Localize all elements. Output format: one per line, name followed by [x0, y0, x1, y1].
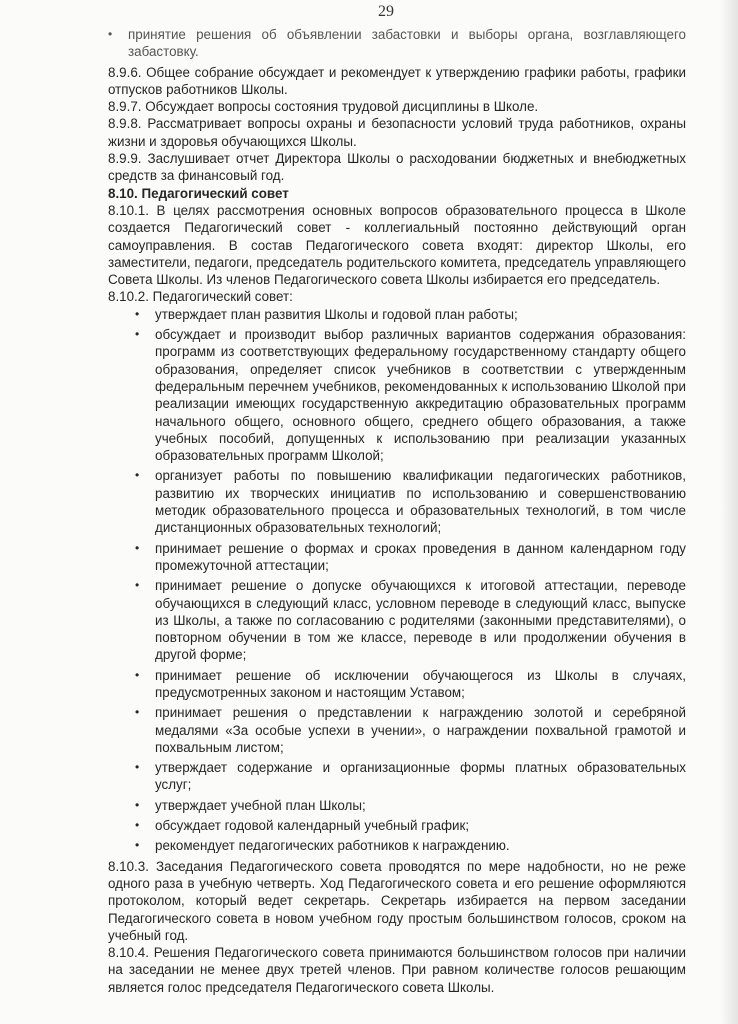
intro-list	[108, 26, 686, 61]
paragraph-8-10-3: 8.10.3. Заседания Педагогического совета проводятся по мере надобности, но не реже одного раза в учебную четверть. Ход Педагогического совета и его решение оформляются протоколом, который ведет секретарь. Секретарь избирается на первом заседании Педагогического совета в новом учебном году простым большинством голосов, сроком на учебный год.	[108, 858, 686, 943]
paragraph-8-9-9: 8.9.9. Заслушивает отчет Директора Школы о расходовании бюджетных и внебюджетных средств за финансовый год.	[108, 151, 686, 184]
list-item: • обсуждает и производит выбор различных вариантов содержания образования: программ из соответствующих федеральному государственному стандарту общего образования, определяет список учебников в соответствии с утвержденным федеральным перечнем учебников, рекомендованных к использованию Школой при реализации имеющих государственную аккредитацию образовательных программ начального общего, основного общего, среднего общего образования, а также учебных пособий, допущенных к использованию при реализации указанных образовательных программ Школой;	[155, 326, 686, 464]
list-item: • рекомендует педагогических работников к награждению.	[155, 837, 686, 854]
document-body	[108, 26, 686, 996]
paragraph-8-9-7: 8.9.7. Обсуждает вопросы состояния трудовой дисциплины в Школе.	[108, 99, 539, 115]
list-item: • организует работы по повышению квалификации педагогических работников, развитию их творческих инициатив по использованию и совершенствованию методик образовательного процесса и образовательных технологий, в том числе дистанционных образовательных технологий;	[155, 467, 686, 536]
list-item: • обсуждает годовой календарный учебный график;	[155, 817, 686, 834]
paragraph-8-10-1: 8.10.1. В целях рассмотрения основных вопросов образовательного процесса в Школе создается Педагогический совет - коллегиальный постоянно действующий орган самоуправления. В состав Педагогического совета входят: директор Школы, его заместители, педагоги, председатель родительского комитета, председатель управляющего Совета Школы. Из членов Педагогического совета Школы избирается его председатель.	[108, 202, 686, 288]
list-item: • утверждает план развития Школы и годовой план работы;	[155, 306, 686, 323]
paragraph-8-10-2: 8.10.2. Педагогический совет:	[108, 289, 293, 305]
list-item: • принимает решение о формах и сроках проведения в данном календарном году промежуточной аттестации;	[155, 540, 686, 575]
paragraph-8-9-8: 8.9.8. Рассматривает вопросы охраны и безопасности условий труда работников, охраны жизни и здоровья обучающихся Школы.	[108, 116, 686, 149]
page-number: 29	[378, 3, 394, 20]
list-item: • утверждает учебной план Школы;	[155, 797, 686, 814]
list-item: • принимает решение об исключении обучающегося из Школы в случаях, предусмотренных законом и настоящим Уставом;	[155, 667, 686, 702]
page-edge-shadow	[720, 0, 738, 1024]
list-item: • принимает решение о допуске обучающихся к итоговой аттестации, переводе обучающихся в следующий класс, условном переводе в следующий класс, выпуске из Школы, а также по согласованию с родителями (законными представителями), о повторном обучении в том же классе, переводе в или продолжении обучения в другой форме;	[155, 577, 686, 663]
section-heading: 8.10. Педагогический совет	[108, 185, 289, 201]
paragraph-8-9-6: 8.9.6. Общее собрание обсуждает и рекомендует к утверждению графики работы, графики отпусков работников Школы.	[108, 64, 686, 97]
paragraph-8-10-4: 8.10.4. Решения Педагогического совета принимаются большинством голосов при наличии на заседании не менее двух третей членов. При равном количестве голосов решающим является голос председателя Педагогического совета Школы.	[108, 945, 686, 995]
list-item: • принимает решения о представлении к награждению золотой и серебряной медалями «За особые успехи в учении», о награждении похвальной грамотой и похвальным листом;	[155, 704, 686, 756]
council-duties-list	[108, 306, 686, 855]
list-item: • принятие решения об объявлении забастовки и выборы органа, возглавляющего забастовку.	[128, 26, 686, 61]
list-item: • утверждает содержание и организационные формы платных образовательных услуг;	[155, 759, 686, 794]
